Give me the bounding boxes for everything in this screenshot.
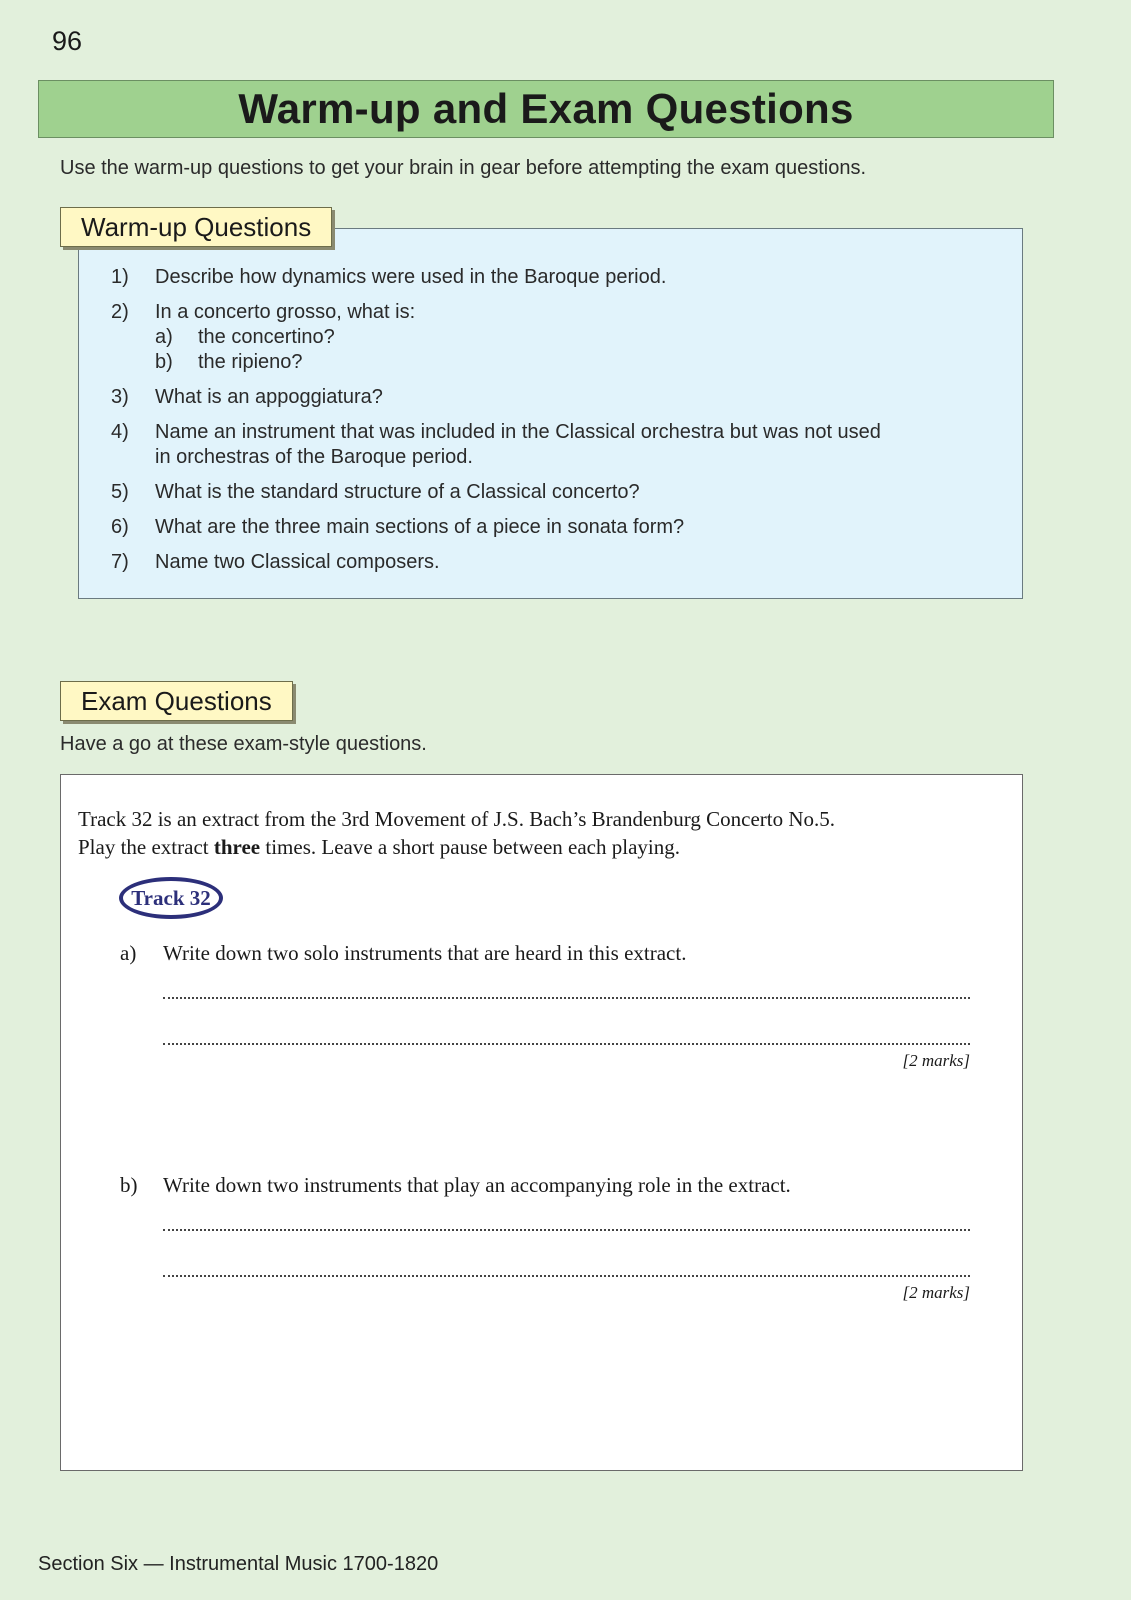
exam-instructions [78,805,835,861]
sub-question [155,350,991,375]
exam-questions-box [60,774,1023,1471]
exam-instruction-line: Track 32 is an extract from the 3rd Movement of J.S. Bach’s Brandenburg Concerto No.5. [78,807,836,831]
warmup-question [111,480,991,505]
instruction-text: times. Leave a short pause between each playing. [260,835,680,859]
part-letter: b) [120,1173,138,1197]
question-number: 3) [111,386,129,408]
question-number: 6) [111,516,129,538]
part-text: Write down two solo instruments that are heard in this extract. [163,941,687,965]
warmup-questions-box [78,228,1023,599]
instruction-text: Play the extract [78,835,214,859]
answer-line[interactable] [163,995,970,999]
sub-question-text: the concertino? [198,326,335,348]
part-letter: a) [120,941,137,965]
title-banner [38,80,1054,138]
question-text: Describe how dynamics were used in the Baroque period. [155,266,667,288]
sub-question-text: the ripieno? [198,351,303,373]
question-number: 1) [111,266,129,288]
track-badge: Track 32 [119,877,223,919]
warmup-question-list [111,265,991,585]
part-question [120,939,970,967]
warmup-question [111,515,991,540]
part-text: Write down two instruments that play an accompanying role in the extract. [163,1173,791,1197]
answer-line[interactable] [163,1041,970,1045]
question-text: What is an appoggiatura? [155,386,383,408]
sub-question-letter: a) [155,326,173,348]
answer-line[interactable] [163,1273,970,1277]
question-text: What are the three main sections of a piece in sonata form? [155,516,685,538]
warmup-question [111,420,991,470]
question-text-continued: in orchestras of the Baroque period. [155,446,473,468]
instruction-emphasis: three [213,835,261,859]
warmup-question [111,385,991,410]
page-title: Warm-up and Exam Questions [238,85,854,132]
marks-label: [2 marks] [902,1283,970,1302]
warmup-question [111,300,991,375]
question-number: 2) [111,301,129,323]
question-text: What is the standard structure of a Classical concerto? [155,481,640,503]
sub-question [155,325,991,350]
exam-label: Exam Questions [60,681,293,721]
exam-part-b [120,1171,970,1303]
question-text: Name two Classical composers. [155,551,440,573]
marks-label: [2 marks] [902,1051,970,1070]
exam-instruction-line [78,833,835,861]
page-number: 96 [52,26,83,56]
question-number: 7) [111,551,129,573]
intro-text: Use the warm-up questions to get your brain in gear before attempting the exam questions. [60,157,867,179]
exam-part-a [120,939,970,1071]
part-question [120,1171,970,1199]
answer-line[interactable] [163,1227,970,1231]
warmup-label: Warm-up Questions [60,207,332,247]
warmup-question [111,550,991,575]
question-text: Name an instrument that was included in the Classical orchestra but was not used [155,421,881,443]
question-body [155,420,991,470]
question-number: 5) [111,481,129,503]
question-number: 4) [111,421,129,443]
footer-section-title: Section Six — Instrumental Music 1700-1820 [38,1553,439,1575]
exam-intro: Have a go at these exam-style questions. [60,733,427,755]
question-text: In a concerto grosso, what is: [155,301,416,323]
question-body [155,300,991,375]
sub-question-letter: b) [155,351,173,373]
warmup-question [111,265,991,290]
